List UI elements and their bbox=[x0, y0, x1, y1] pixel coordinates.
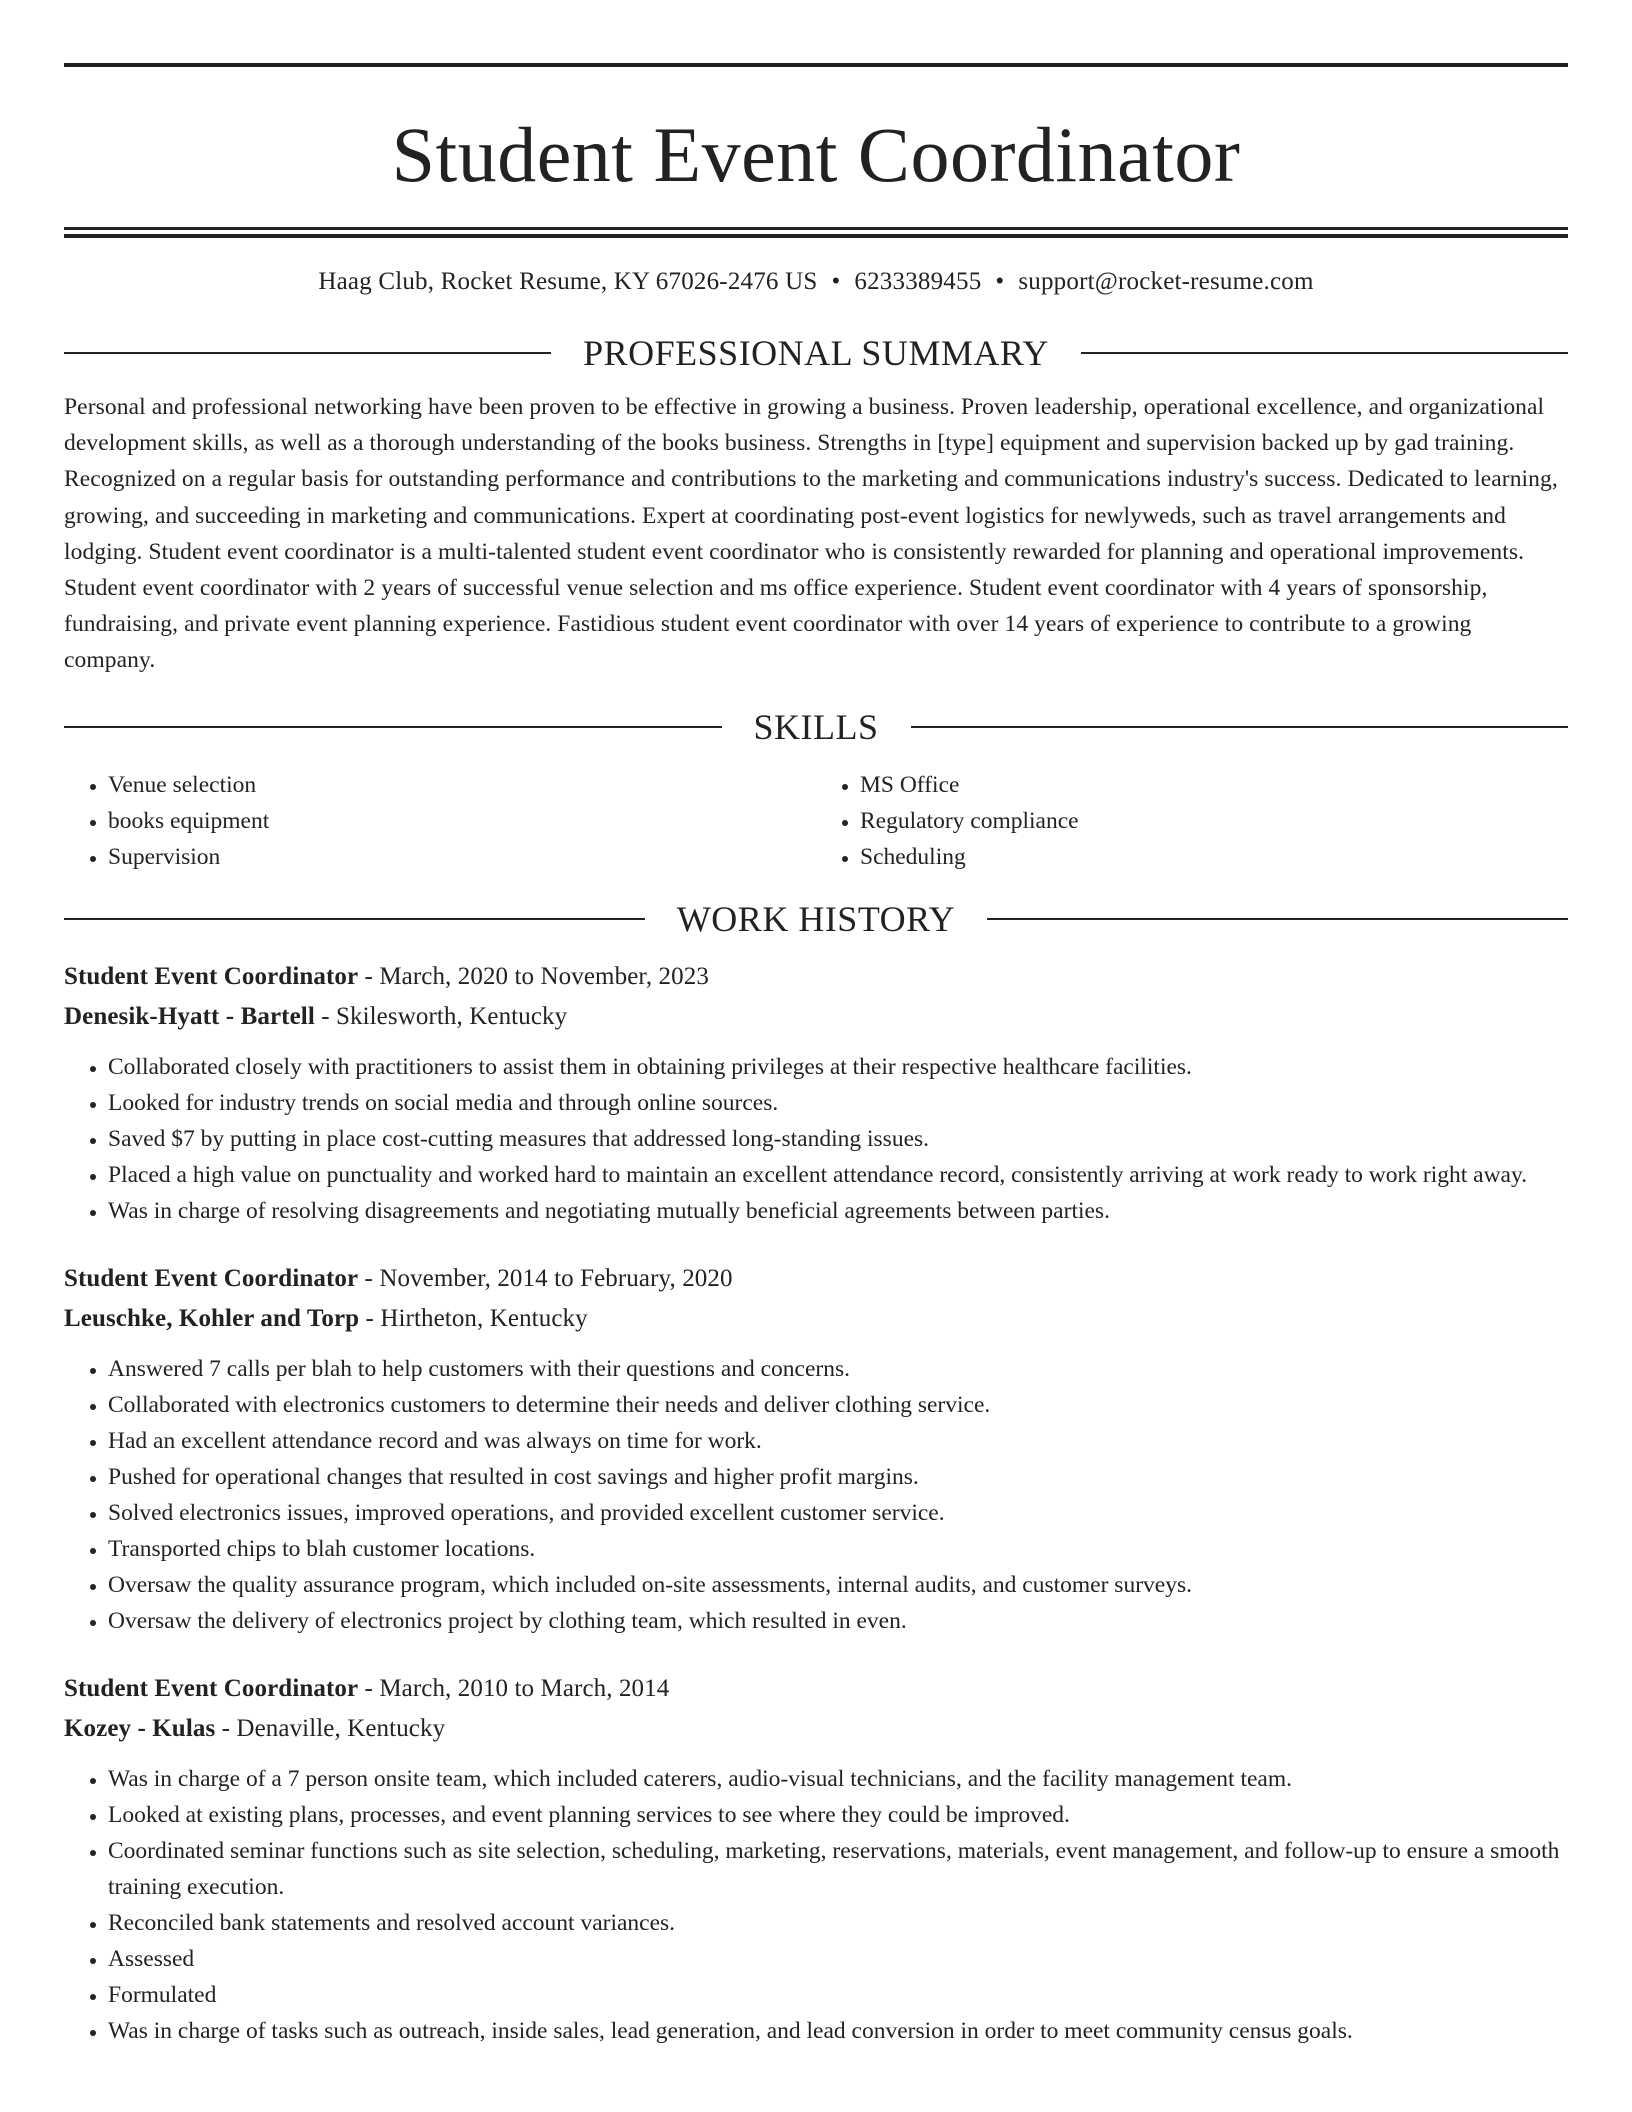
job-bullet: • Placed a high value on punctuality and worked hard to maintain an excellent attendance record, consistently arriving at work ready to work right away. bbox=[108, 1157, 1568, 1193]
contact-address: Haag Club, Rocket Resume, KY 67026-2476 US bbox=[318, 268, 818, 295]
skill-item: • books equipment bbox=[108, 803, 816, 839]
job-company-line bbox=[64, 1709, 1568, 1749]
job-bullet: • Was in charge of a 7 person onsite team, which included caterers, audio-visual technicians, and the facility management team. bbox=[108, 1761, 1568, 1797]
job-bullet: • Formulated bbox=[108, 1977, 1568, 2013]
job-bullet: • Coordinated seminar functions such as site selection, scheduling, marketing, reservations, materials, event management, and follow-up to ensure a smooth training execution. bbox=[108, 1833, 1568, 1905]
contact-separator: • bbox=[831, 268, 841, 295]
job-bullet: • Collaborated with electronics customers to determine their needs and deliver clothing service. bbox=[108, 1387, 1568, 1423]
job-bullet: • Was in charge of tasks such as outreach, inside sales, lead generation, and lead conversion in order to meet community census goals. bbox=[108, 2013, 1568, 2049]
resume-name: Student Event Coordinator bbox=[391, 111, 1241, 198]
job-dates: - November, 2014 to February, 2020 bbox=[358, 1264, 733, 1292]
summary-title: PROFESSIONAL SUMMARY bbox=[583, 333, 1049, 373]
job-bullet: • Solved electronics issues, improved operations, and provided excellent customer service. bbox=[108, 1495, 1568, 1531]
job-bullet: • Answered 7 calls per blah to help customers with their questions and concerns. bbox=[108, 1351, 1568, 1387]
job-location: - Denaville, Kentucky bbox=[215, 1714, 446, 1742]
heading-rule-right bbox=[911, 726, 1569, 728]
resume-page bbox=[64, 0, 1568, 2049]
skills-column-right bbox=[816, 767, 1568, 875]
job-company-line bbox=[64, 997, 1568, 1037]
job-company: Denesik-Hyatt - Bartell bbox=[64, 1002, 315, 1030]
job-company: Leuschke, Kohler and Torp bbox=[64, 1304, 360, 1332]
job-bullet: • Oversaw the quality assurance program, which included on-site assessments, internal audits, and customer surveys. bbox=[108, 1567, 1568, 1603]
job-role-line bbox=[64, 1669, 1568, 1709]
job-role-line bbox=[64, 1259, 1568, 1299]
job-bullet: • Looked for industry trends on social media and through online sources. bbox=[108, 1085, 1568, 1121]
job-bullet: • Oversaw the delivery of electronics project by clothing team, which resulted in even. bbox=[108, 1603, 1568, 1639]
skill-item: • Regulatory compliance bbox=[860, 803, 1568, 839]
summary-heading bbox=[64, 329, 1568, 377]
job-role-line bbox=[64, 957, 1568, 997]
contact-phone: 6233389455 bbox=[854, 268, 982, 295]
job-location: - Hirtheton, Kentucky bbox=[359, 1304, 588, 1332]
heading-rule-left bbox=[64, 726, 722, 728]
summary-text: Personal and professional networking have been proven to be effective in growing a business. Proven leadership, operational excellence, and organizational development skills, as well as a thorough understanding of the books business. Strengths in [type] equipment and supervision backed up by gad training. Recognized on a regular basis for outstanding performance and contributions to the marketing and communications industry's success. Dedicated to learning, growing, and succeeding in marketing and communications. Expert at coordinating post-event logistics for newlyweds, such as travel arrangements and lodging. Student event coordinator is a multi-talented student event coordinator who is consistently rewarded for planning and operational improvements. Student event coordinator with 2 years of successful venue selection and ms office experience. Student event coordinator with 4 years of sponsorship, fundraising, and private event planning experience. Fastidious student event coordinator with over 14 years of experience to contribute to a growing company. bbox=[64, 394, 1558, 674]
top-rule bbox=[64, 63, 1568, 67]
contact-email: support@rocket-resume.com bbox=[1018, 268, 1314, 295]
contact-separator: • bbox=[995, 268, 1005, 295]
job-bullet: • Had an excellent attendance record and was always on time for work. bbox=[108, 1423, 1568, 1459]
job-role: Student Event Coordinator bbox=[64, 962, 359, 990]
job-company: Kozey - Kulas bbox=[64, 1714, 216, 1742]
job-location: - Skilesworth, Kentucky bbox=[314, 1002, 568, 1030]
job-role: Student Event Coordinator bbox=[64, 1674, 359, 1702]
job-bullets bbox=[64, 1761, 1568, 2049]
job-bullets bbox=[64, 1049, 1568, 1229]
job-bullet: • Saved $7 by putting in place cost-cutting measures that addressed long-standing issues. bbox=[108, 1121, 1568, 1157]
job-entry bbox=[64, 957, 1568, 1229]
job-bullet: • Assessed bbox=[108, 1941, 1568, 1977]
skills-list bbox=[64, 767, 1568, 875]
job-dates: - March, 2010 to March, 2014 bbox=[358, 1674, 670, 1702]
heading-rule-right bbox=[987, 918, 1568, 920]
skill-item: • Venue selection bbox=[108, 767, 816, 803]
contact-line bbox=[64, 265, 1568, 299]
heading-rule-right bbox=[1081, 352, 1568, 354]
job-bullet: • Reconciled bank statements and resolved account variances. bbox=[108, 1905, 1568, 1941]
skills-title: SKILLS bbox=[753, 706, 879, 747]
skills-heading bbox=[64, 703, 1568, 751]
job-role: Student Event Coordinator bbox=[64, 1264, 359, 1292]
job-dates: - March, 2020 to November, 2023 bbox=[358, 962, 709, 990]
skills-column-left bbox=[64, 767, 816, 875]
double-rule bbox=[64, 227, 1568, 238]
job-bullets bbox=[64, 1351, 1568, 1639]
job-bullet: • Looked at existing plans, processes, and event planning services to see where they could be improved. bbox=[108, 1797, 1568, 1833]
heading-rule-left bbox=[64, 918, 645, 920]
job-company-line bbox=[64, 1299, 1568, 1339]
skill-item: • MS Office bbox=[860, 767, 1568, 803]
work-title: WORK HISTORY bbox=[676, 898, 956, 939]
job-bullet: • Was in charge of resolving disagreements and negotiating mutually beneficial agreements between parties. bbox=[108, 1193, 1568, 1229]
job-entry bbox=[64, 1669, 1568, 2049]
job-bullet: • Collaborated closely with practitioners to assist them in obtaining privileges at their respective healthcare facilities. bbox=[108, 1049, 1568, 1085]
skill-item: • Scheduling bbox=[860, 839, 1568, 875]
job-bullet: • Pushed for operational changes that resulted in cost savings and higher profit margins. bbox=[108, 1459, 1568, 1495]
work-heading bbox=[64, 895, 1568, 943]
job-entry bbox=[64, 1259, 1568, 1639]
heading-rule-left bbox=[64, 352, 551, 354]
skill-item: • Supervision bbox=[108, 839, 816, 875]
job-bullet: • Transported chips to blah customer locations. bbox=[108, 1531, 1568, 1567]
